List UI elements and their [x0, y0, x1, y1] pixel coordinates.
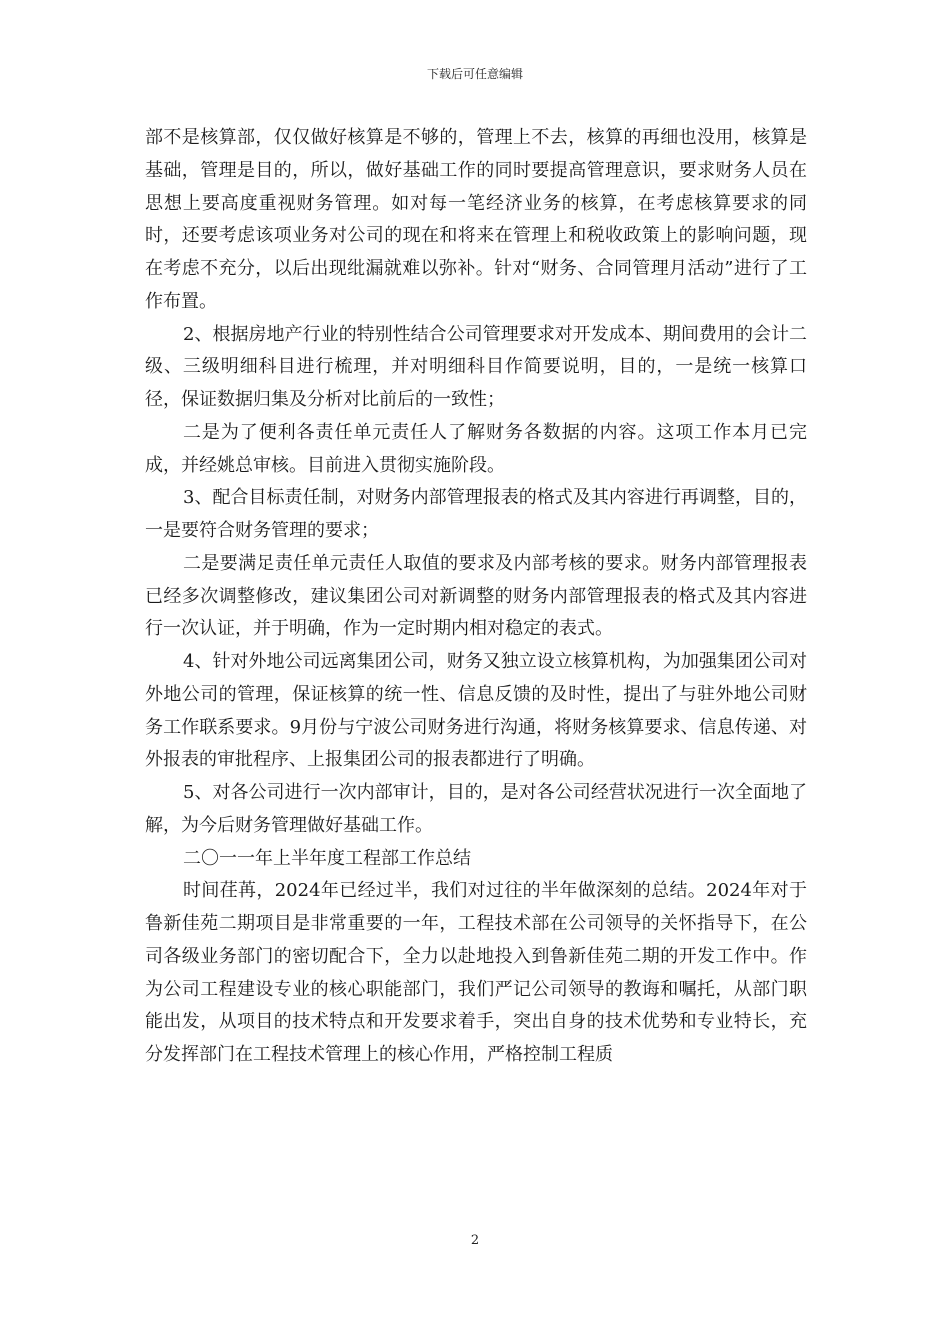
paragraph-item-5: 5、对各公司进行一次内部审计，目的，是对各公司经营状况进行一次全面地了解，为今后财务管理做好基础工作。: [145, 782, 807, 836]
paragraph-item-2: 2、根据房地产行业的特别性结合公司管理要求对开发成本、期间费用的会计二级、三级明细科目进行梳理，并对明细科目作简要说明，目的，一是统一核算口径，保证数据归集及分析对比前后的一致性；: [145, 323, 807, 410]
paragraph-item-4: 4、针对外地公司远离集团公司，财务又独立设立核算机构，为加强集团公司对外地公司的管理，保证核算的统一性、信息反馈的及时性，提出了与驻外地公司财务工作联系要求。9月份与宁波公司财务进行沟通，将财务核算要求、信息传递、对外报表的审批程序、上报集团公司的报表都进行了明确。: [145, 651, 807, 771]
paragraph-continuation: 部不是核算部，仅仅做好核算是不够的，管理上不去，核算的再细也没用，核算是基础，管理是目的，所以，做好基础工作的同时要提高管理意识，要求财务人员在思想上要高度重视财务管理。如对每一笔经济业务的核算，在考虑核算要求的同时，还要考虑该项业务对公司的现在和将来在管理上和税收政策上的影响问题，现在考虑不充分，以后出现纰漏就难以弥补。针对“财务、合同管理月活动”进行了工作布置。: [145, 127, 807, 312]
paragraph-item-2-continued: 二是为了便利各责任单元责任人了解财务各数据的内容。这项工作本月已完成，并经姚总审核。目前进入贯彻实施阶段。: [145, 421, 807, 476]
paragraph-summary-intro: 时间荏苒，2024年已经过半，我们对过往的半年做深刻的总结。2024年对于鲁新佳苑二期项目是非常重要的一年，工程技术部在公司领导的关怀指导下，在公司各级业务部门的密切配合下，全力以赴地投入到鲁新佳苑二期的开发工作中。作为公司工程建设专业的核心职能部门，我们严记公司领导的教诲和嘱托，从部门职能出发，从项目的技术特点和开发要求着手，突出自身的技术优势和专业特长，充分发挥部门在工程技术管理上的核心作用，严格控制工程质: [145, 880, 807, 1065]
paragraph-item-3: 3、配合目标责任制，对财务内部管理报表的格式及其内容进行再调整，目的，一是要符合财务管理的要求；: [145, 487, 807, 541]
section-title: 二〇一一年上半年度工程部工作总结: [183, 847, 471, 869]
page-header: 下载后可任意编辑: [426, 67, 523, 81]
page-number: 2: [470, 1233, 480, 1248]
document-body: [145, 122, 807, 1072]
paragraph-item-3-continued: 二是要满足责任单元责任人取值的要求及内部考核的要求。财务内部管理报表已经多次调整修改，建议集团公司对新调整的财务内部管理报表的格式及其内容进行一次认证，并于明确，作为一定时期内相对稳定的表式。: [145, 552, 807, 640]
